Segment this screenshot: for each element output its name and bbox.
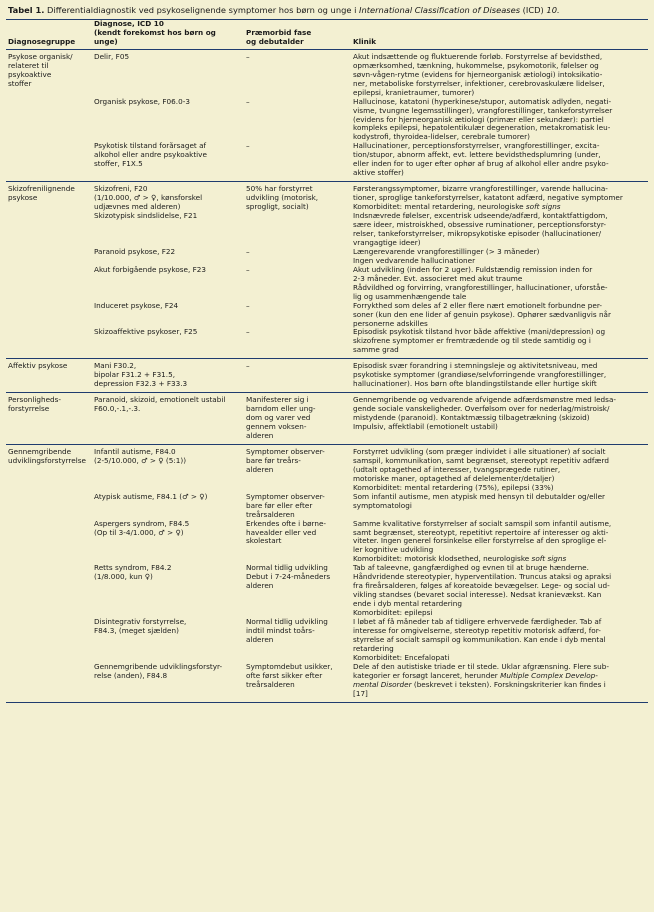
table-row xyxy=(6,359,648,393)
cell-diagnosegruppe: Personligheds- forstyrrelse xyxy=(8,395,62,414)
klinik-text: Indsnævrede følelser, excentrisk udseende/adfærd, kontaktfattigdom, sære ideer, mistroiskhed, obsessive ruminationer, perceptionsforstyr- relser, tankeforstyrrelser, mikropsykotiske episoder (hallucinationer/ vrangagtige ideer) xyxy=(353,212,608,247)
header-diagnose: Diagnose, ICD 10 (kendt forekomst hos børn og unge) xyxy=(94,19,216,46)
cell-klinik xyxy=(351,182,648,212)
cell-praemorbid: Normal tidlig udvikling indtil mindst toårs- alderen xyxy=(246,618,328,644)
klinik-italic: Multiple Complex Develop- mental Disorder xyxy=(353,670,598,689)
cell-praemorbid: Normal tidlig udvikling Debut i 7-24-måneders alderen xyxy=(246,564,331,591)
cell-diagnosegruppe xyxy=(6,98,92,143)
cell-praemorbid: Manifesterer sig i barndom eller ung- dom og varer ved gennem voksen- alderen xyxy=(246,395,316,440)
table-row xyxy=(6,248,648,266)
cell-diagnosegruppe xyxy=(6,663,92,702)
table-row xyxy=(6,182,648,212)
caption-text: Differentialdiagnostik ved psykoselignende symptomer hos børn og unge i xyxy=(44,5,360,15)
table-header-row xyxy=(6,20,648,50)
cell-klinik xyxy=(351,618,648,663)
table-row xyxy=(6,618,648,663)
caption-tail: (ICD) xyxy=(520,5,547,15)
table-row xyxy=(6,328,648,358)
table-row xyxy=(6,663,648,702)
cell-diagnose: Organisk psykose, F06.0-3 xyxy=(94,97,190,106)
cell-diagnosegruppe: Psykose organisk/ relateret til psykoaktive stoffer xyxy=(8,51,73,88)
cell-klinik xyxy=(351,359,648,393)
table-row xyxy=(6,564,648,618)
klinik-tail: (beskrevet i teksten). Forskningskriterier kan findes i [17] xyxy=(353,679,606,698)
cell-praemorbid: – xyxy=(246,265,250,274)
cell-diagnose: Skizoaffektive psykoser, F25 xyxy=(94,328,198,337)
cell-klinik xyxy=(351,266,648,302)
klinik-text: Længerevarende vrangforestillinger (> 3 måneder) Ingen vedvarende hallucinationer xyxy=(353,247,540,265)
cell-diagnosegruppe xyxy=(6,248,92,266)
cell-klinik xyxy=(351,493,648,520)
table-row xyxy=(6,493,648,520)
klinik-text: Gennemgribende og vedvarende afvigende adfærdsmønstre med ledsa- gende sociale vanskeligheder. Overfølsom over for nederlag/mistroisk/ mistydende (paranoid). Kontaktmæssig tilbagetrækning (skizoid) Impulsiv, affektlabil (emotionelt ustabil) xyxy=(353,395,617,432)
table-row xyxy=(6,142,648,181)
cell-praemorbid: 50% har forstyrret udvikling (motorisk, sprogligt, socialt) xyxy=(246,184,319,212)
cell-klinik xyxy=(351,142,648,181)
klinik-text: Dele af den autistiske triade er til stede. Uklar afgrænsning. Flere sub- kategorier er forsøgt lanceret, herunder xyxy=(353,662,609,680)
caption-italic: International Classification of Diseases xyxy=(359,5,521,15)
klinik-text: Som infantil autisme, men atypisk med hensyn til debutalder og/eller symptomatologi xyxy=(353,492,606,510)
cell-klinik xyxy=(351,328,648,358)
cell-diagnosegruppe xyxy=(6,520,92,565)
header-praemorbid: Præmorbid fase og debutalder xyxy=(246,27,312,46)
table-row xyxy=(6,98,648,143)
klinik-italic: soft signs xyxy=(525,202,561,212)
cell-klinik xyxy=(351,248,648,266)
cell-diagnose: Paranoid psykose, F22 xyxy=(94,247,176,256)
klinik-text: Episodisk psykotisk tilstand hvor både affektive (mani/depression) og skizofrene symptomer er fremtrædende og til stede samtidig og i samme grad xyxy=(353,328,606,355)
cell-praemorbid: – xyxy=(246,142,250,151)
cell-klinik xyxy=(351,520,648,565)
cell-diagnose: Gennemgribende udviklingsforstyr- relse (anden), F84.8 xyxy=(94,662,223,680)
cell-praemorbid: Symptomer observer- bare før eller efter treårsalderen xyxy=(246,492,325,519)
caption-label: Tabel 1. xyxy=(8,5,45,15)
cell-diagnose: Infantil autisme, F84.0 (2-5/10.000, ♂ > ♀ (5:1)) xyxy=(94,446,187,465)
cell-praemorbid: – xyxy=(246,51,250,61)
cell-klinik xyxy=(351,98,648,143)
cell-diagnose: Skizofreni, F20 (1/10.000, ♂ > ♀, kønsforskel udjævnes med alderen) xyxy=(94,184,203,212)
cell-praemorbid: – xyxy=(246,97,250,106)
table-row xyxy=(6,49,648,97)
header-klinik: Klinik xyxy=(353,36,377,46)
cell-diagnosegruppe: Gennemgribende udviklingsforstyrrelse xyxy=(8,446,86,465)
cell-diagnose: Induceret psykose, F24 xyxy=(94,301,179,310)
cell-klinik xyxy=(351,663,648,702)
cell-diagnose: Atypisk autisme, F84.1 (♂ > ♀) xyxy=(94,492,208,501)
cell-diagnose: Paranoid, skizoid, emotionelt ustabil F60.0,-.1,-.3. xyxy=(94,395,226,414)
cell-klinik xyxy=(351,564,648,618)
cell-diagnose: Mani F30.2, bipolar F31.2 + F31.5, depression F32.3 + F33.3 xyxy=(94,361,188,389)
klinik-text: Forstyrret udvikling (som præger individet i alle situationer) af socialt samspil, kommunikation, samt begrænset, stereotypt repetitiv adfærd (udtalt optagethed af interesser, tvangsprægede rutiner, motoriske maner, optagethed af delelementer/detaljer) Komorbiditet: mental retardering (75%), epilepsi (33%) xyxy=(353,446,609,492)
header-diagnosegruppe: Diagnosegruppe xyxy=(8,36,76,46)
cell-diagnosegruppe xyxy=(6,564,92,618)
cell-diagnose: Akut forbigående psykose, F23 xyxy=(94,265,207,274)
cell-praemorbid: – xyxy=(246,361,250,371)
cell-klinik xyxy=(351,444,648,492)
cell-diagnosegruppe xyxy=(6,618,92,663)
diagnosis-table xyxy=(6,19,648,703)
cell-diagnose: Delir, F05 xyxy=(94,51,130,61)
table-row xyxy=(6,212,648,248)
klinik-text: Førsterangssymptomer, bizarre vrangforestillinger, varende hallucina- tioner, sproglige tankeforstyrrelser, katatont adfærd, negative symptomer Komorbiditet: mental retardering, neurologiske xyxy=(353,184,623,212)
cell-diagnose: Psykotisk tilstand forårsaget af alkohol eller andre psykoaktive stoffer, F1X.5 xyxy=(94,142,207,169)
klinik-text: Akut udvikling (inden for 2 uger). Fuldstændig remission inden for 2-3 måneder. Evt. associeret med akut traume Rådvildhed og forvirring, vrangforestillinger, hallucinationer, uforståe- lig og usammenhængende tale xyxy=(353,265,608,301)
cell-praemorbid xyxy=(244,212,351,248)
cell-praemorbid: – xyxy=(246,247,250,256)
cell-diagnosegruppe: Skizofrenilignende psykose xyxy=(8,184,75,203)
cell-diagnosegruppe xyxy=(6,493,92,520)
klinik-text: Forrykthed som deles af 2 eller flere nært emotionelt forbundne per- soner (kun den ene lider af genuin psykose). Ophører sædvanligvis når personerne adskilles xyxy=(353,301,611,328)
cell-klinik xyxy=(351,302,648,329)
cell-diagnose: Retts syndrom, F84.2 (1/8.000, kun ♀) xyxy=(94,564,172,582)
cell-diagnose: Aspergers syndrom, F84.5 (Op til 3-4/1.000, ♂ > ♀) xyxy=(94,519,190,537)
table-caption xyxy=(8,5,648,16)
klinik-text: Hallucinose, katatoni (hyperkinese/stupor, automatisk adlyden, negati- visme, tvungne legemsstillinger), vrangforestillinger, tankeforstyrrelser (evidens for hjerneorganisk ætiologi (primær eller sekundær): partiel kompleks epilepsi, hepatolentikulær degeneration, metakromatisk leu- kodystrofi, thyroidea-lidelser, cerebrale tumorer) xyxy=(353,97,613,142)
cell-diagnosegruppe xyxy=(6,142,92,181)
cell-diagnosegruppe xyxy=(6,212,92,248)
table-row xyxy=(6,520,648,565)
klinik-text: Episodisk svær forandring i stemningsleje og aktivitetsniveau, med psykotiske symptomer (grandiøse/selvforringende vrangforestillinger, hallucinationer). Hos børn ofte blandingstilstande eller hurtige skift xyxy=(353,361,607,389)
cell-praemorbid: – xyxy=(246,301,250,310)
klinik-text: Tab af taleevne, gangfærdighed og evnen til at bruge hænderne. Håndvridende stereotypier, hyperventilation. Truncus ataksi og apraksi fra fireårsalderen, følges af koreatoide bevægelser. Lege- og social ud- vikling standses (bevaret social interesse). Nedsat kranievækst. Kan ende i dyb mental retardering Komorbiditet: epilepsi xyxy=(353,564,612,618)
cell-klinik xyxy=(351,212,648,248)
cell-praemorbid: Symptomdebut usikker, ofte først sikker efter treårsalderen xyxy=(246,662,333,689)
cell-diagnosegruppe xyxy=(6,328,92,358)
cell-diagnose: Disintegrativ forstyrrelse, F84.3, (meget sjælden) xyxy=(94,618,187,635)
cell-klinik xyxy=(351,393,648,445)
table-row xyxy=(6,393,648,445)
table-body xyxy=(6,49,648,702)
cell-diagnosegruppe xyxy=(6,302,92,329)
cell-klinik xyxy=(351,49,648,97)
cell-praemorbid: Erkendes ofte i børne- havealder eller ved skolestart xyxy=(246,519,327,546)
cell-praemorbid: – xyxy=(246,328,250,337)
klinik-italic: soft signs xyxy=(531,554,567,564)
cell-diagnosegruppe xyxy=(6,266,92,302)
cell-diagnose: Skizotypisk sindslidelse, F21 xyxy=(94,212,198,221)
caption-tail-italic: 10. xyxy=(546,5,560,15)
klinik-text: Hallucinationer, perceptionsforstyrrelser, vrangforestillinger, excita- tion/stupor, abnorm affekt, evt. lettere bevidsthedsplumring (under, eller inden for to uger efter ophør af brug af alkohol eller andre psyko- aktive stoffer) xyxy=(353,142,609,178)
table-row xyxy=(6,302,648,329)
klinik-text: Samme kvalitative forstyrrelser af socialt samspil som infantil autisme, samt begrænset, stereotypt, repetitivt repertoire af interesser og akti- viteter. Ingen generel forsinkelse eller forstyrrelse af den sproglige el- ler kognitive udvikling Komorbiditet: motorisk klodsethed, neurologiske xyxy=(353,519,612,564)
klinik-text: I løbet af få måneder tab af tidligere erhvervede færdigheder. Tab af interesse for omgivelserne, stereotyp repetitiv motorisk adfærd, for- styrrelse af socialt samspil og kommunikation. Kan ende i dyb mental retardering Komorbiditet: Encefalopati xyxy=(353,618,606,662)
cell-praemorbid: Symptomer observer- bare før treårs- alderen xyxy=(246,446,325,474)
table-row xyxy=(6,266,648,302)
klinik-text: Akut indsættende og fluktuerende forløb. Forstyrrelse af bevidsthed, opmærksomhed, tænkning, hukommelse, psykomotorik, følelser og søvn-vågen-rytme (evidens for hjerneorganisk ætiologi) intoksikatio- ner, metaboliske forstyrrelser, infektioner, cerebrovaskulære lidelser, epilepsi, kranietraumer, tumorer) xyxy=(353,51,605,97)
table-row xyxy=(6,444,648,492)
cell-diagnosegruppe: Affektiv psykose xyxy=(8,361,68,371)
